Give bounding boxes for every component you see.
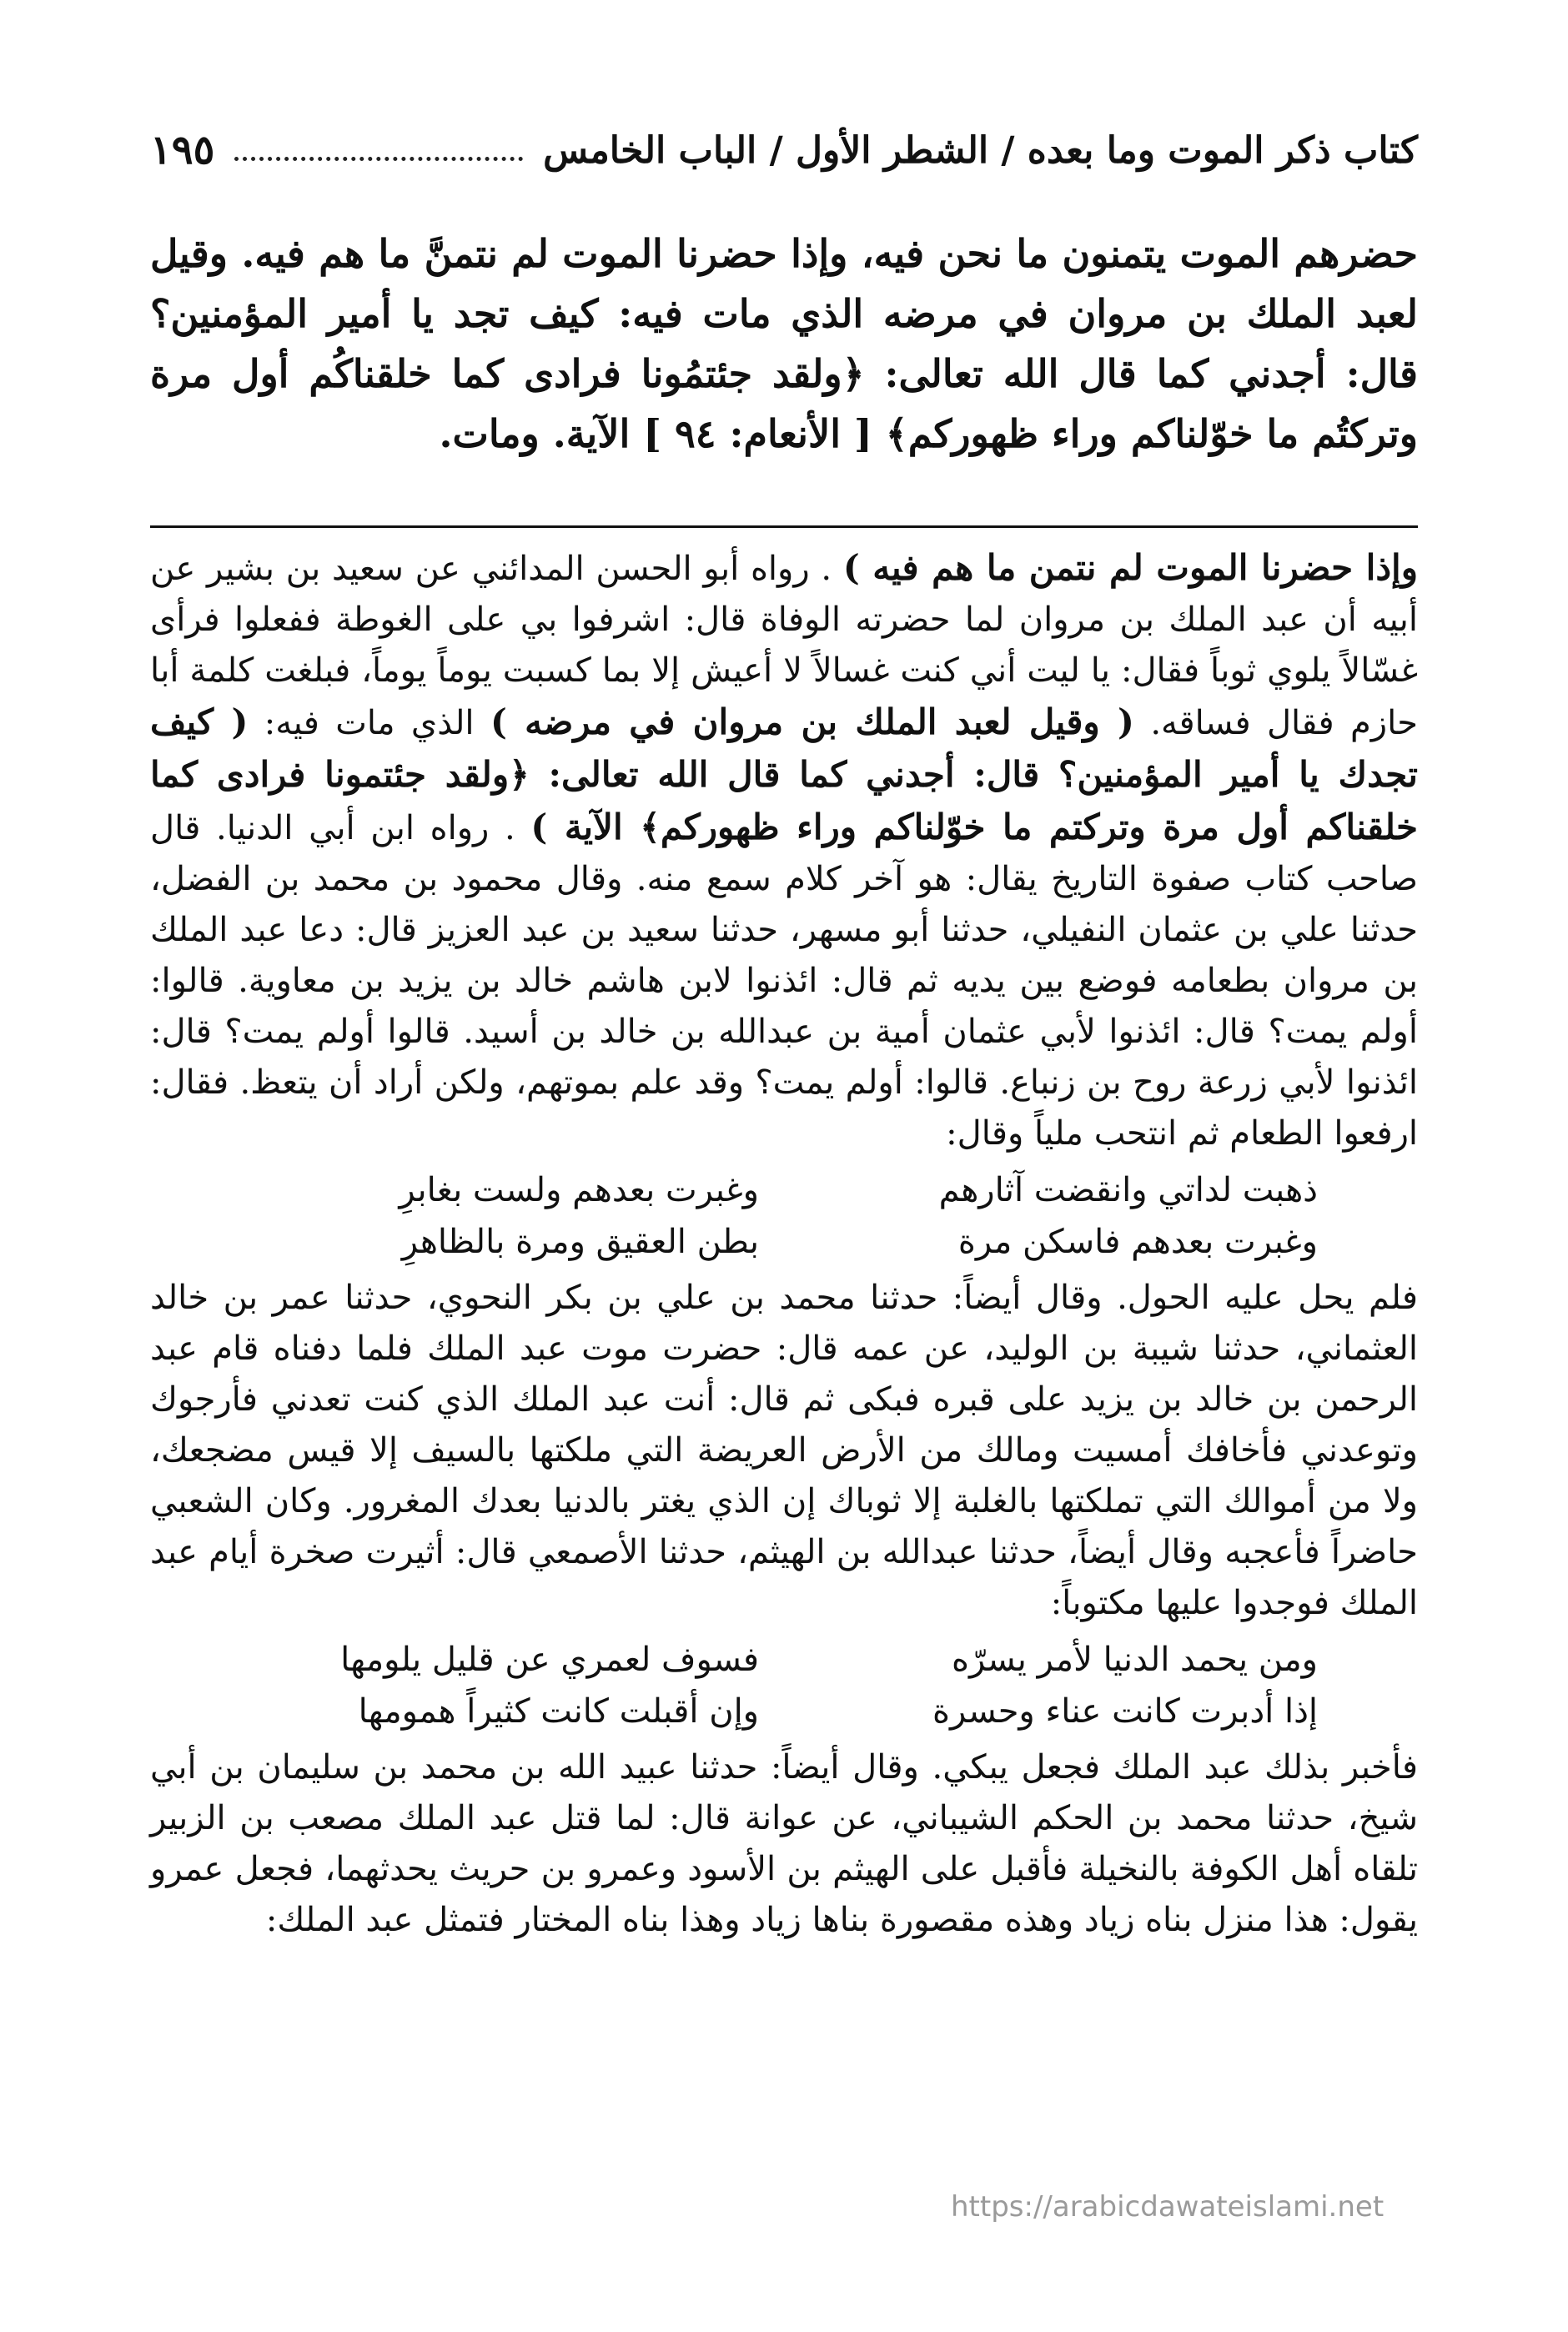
commentary-paragraph-3: فأخبر بذلك عبد الملك فجعل يبكي. وقال أيضاً: حدثنا عبيد الله بن محمد بن سليمان بن أبي شيخ، حدثنا محمد بن الحكم الشيباني، عن عوانة قال: لما قتل عبد الملك مصعب بن الزبير تلقاه أهل الكوفة بالنخيلة فأقبل على الهيثم بن الأسود وعمرو بن حريث يحدثهما، فجعل عمرو يقول: هذا منزل بناه زياد وهذه مقصورة بناها زياد وهذا بناه المختار فتمثل عبد الملك: — [150, 1748, 1418, 1939]
verse-hemistich: ومن يحمد الدنيا لأمر يسرّه — [952, 1641, 1318, 1679]
page-header — [150, 117, 1418, 183]
quoted-phrase: وإذا حضرنا الموت لم نتمن ما هم فيه ) — [842, 547, 1418, 588]
commentary-paragraph-2: فلم يحل عليه الحول. وقال أيضاً: حدثنا محمد بن علي بن بكر النحوي، حدثنا عمر بن خالد العثماني، حدثنا شيبة بن الوليد، عن عمه قال: حضرت موت عبد الملك فلما دفناه قام عبد الرحمن بن خالد بن يزيد على قبره فبكى ثم قال: أنت عبد الملك الذي كنت تعدني فأرجوك وتوعدني فأخافك أمسيت ومالك من الأرض العريضة التي ملكتها بالسيف إلا قيس مضجعك، ولا من أموالك التي تملكتها بالغلبة إلا ثوباك إن الذي يغتر بالدنيا بعدك المغرور. وكان الشعبي حاضراً فأعجبه وقال أيضاً، حدثنا عبدالله بن الهيثم، حدثنا الأصمعي قال: أثيرت صخرة أيام عبد الملك فوجدوا عليها مكتوباً: — [150, 1279, 1418, 1622]
commentary-text: الذي مات فيه: — [264, 704, 475, 742]
main-text — [150, 224, 1418, 464]
verse-hemistich: وغبرت بعدهم ولست بغابرِ — [399, 1171, 759, 1209]
dotted-leader — [234, 140, 523, 161]
watermark-url: https://arabicdawateislami.net — [951, 2190, 1385, 2224]
verse-hemistich: بطن العقيق ومرة بالظاهرِ — [401, 1223, 759, 1261]
poem-2 — [250, 1634, 1318, 1737]
commentary-paragraph-1 — [150, 542, 1418, 1159]
running-title: كتاب ذكر الموت وما بعده / الشطر الأول / الباب الخامس — [543, 128, 1418, 172]
commentary-text: . رواه ابن أبي الدنيا. قال صاحب كتاب صفوة التاريخ يقال: هو آخر كلام سمع منه. وقال محمود بن محمد بن الفضل، حدثنا علي بن عثمان النفيلي، حدثنا أبو مسهر، حدثنا سعيد بن عبد العزيز قال: دعا عبد الملك بن مروان بطعامه فوضع بين يديه ثم قال: ائذنوا لابن هاشم خالد بن يزيد بن معاوية. قالوا: أولم يمت؟ قال: ائذنوا لأبي عثمان أمية بن عبدالله بن خالد بن أسيد. قالوا أولم يمت؟ قال: ائذنوا لأبي زرعة روح بن زنباع. قالوا: أولم يمت؟ وقد علم بموتهم، ولكن أراد أن يتعظ. فقال: ارفعوا الطعام ثم انتحب ملياً وقال: — [150, 809, 1418, 1153]
verse-hemistich: وغبرت بعدهم فاسكن مرة — [957, 1223, 1318, 1261]
verse-hemistich: وإن أقبلت كانت كثيراً همومها — [358, 1692, 759, 1731]
page-number: ١٩٥ — [150, 127, 215, 173]
main-paragraph: حضرهم الموت يتمنون ما نحن فيه، وإذا حضرنا الموت لم نتمنَّ ما هم فيه. وقيل لعبد الملك بن مروان في مرضه الذي مات فيه: كيف تجد يا أمير المؤمنين؟ قال: أجدني كما قال الله تعالى: ﴿ولقد جئتمُونا فرادى كما خلقناكُم أول مرة وتركتُم ما خوّلناكم وراء ظهوركم﴾ [ الأنعام: ٩٤ ] الآية. ومات. — [150, 231, 1418, 456]
verse-hemistich: ذهبت لداتي وانقضت آثارهم — [938, 1171, 1318, 1209]
poem-1 — [250, 1164, 1318, 1268]
verse-hemistich: فسوف لعمري عن قليل يلومها — [340, 1641, 759, 1679]
footnote-divider — [150, 525, 1418, 528]
quoted-phrase: ( كيف تجدك يا أمير المؤمنين؟ قال: أجدني كما قال الله تعالى: ﴿ولقد جئتمونا فرادى كما خلقناكم أول مرة وتركتم ما خوّلناكم وراء ظهوركم﴾ الآية ) — [150, 701, 1419, 847]
commentary — [150, 542, 1418, 1946]
verse-hemistich: إذا أدبرت كانت عناء وحسرة — [932, 1692, 1318, 1731]
commentary-text: . رواه أبو الحسن المدائني عن سعيد بن بشير عن أبيه أن عبد الملك بن مروان لما حضرته الوفاة قال: اشرفوا بي على الغوطة ففعلوا فرأى غسّالاً يلوي ثوباً فقال: يا ليت أني كنت غسالاً لا أعيش إلا بما كسبت يوماً يوماً، فبلغت كلمة أبا حازم فقال فساقه. — [150, 550, 1418, 742]
quoted-phrase: ( وقيل لعبد الملك بن مروان في مرضه ) — [490, 701, 1134, 742]
